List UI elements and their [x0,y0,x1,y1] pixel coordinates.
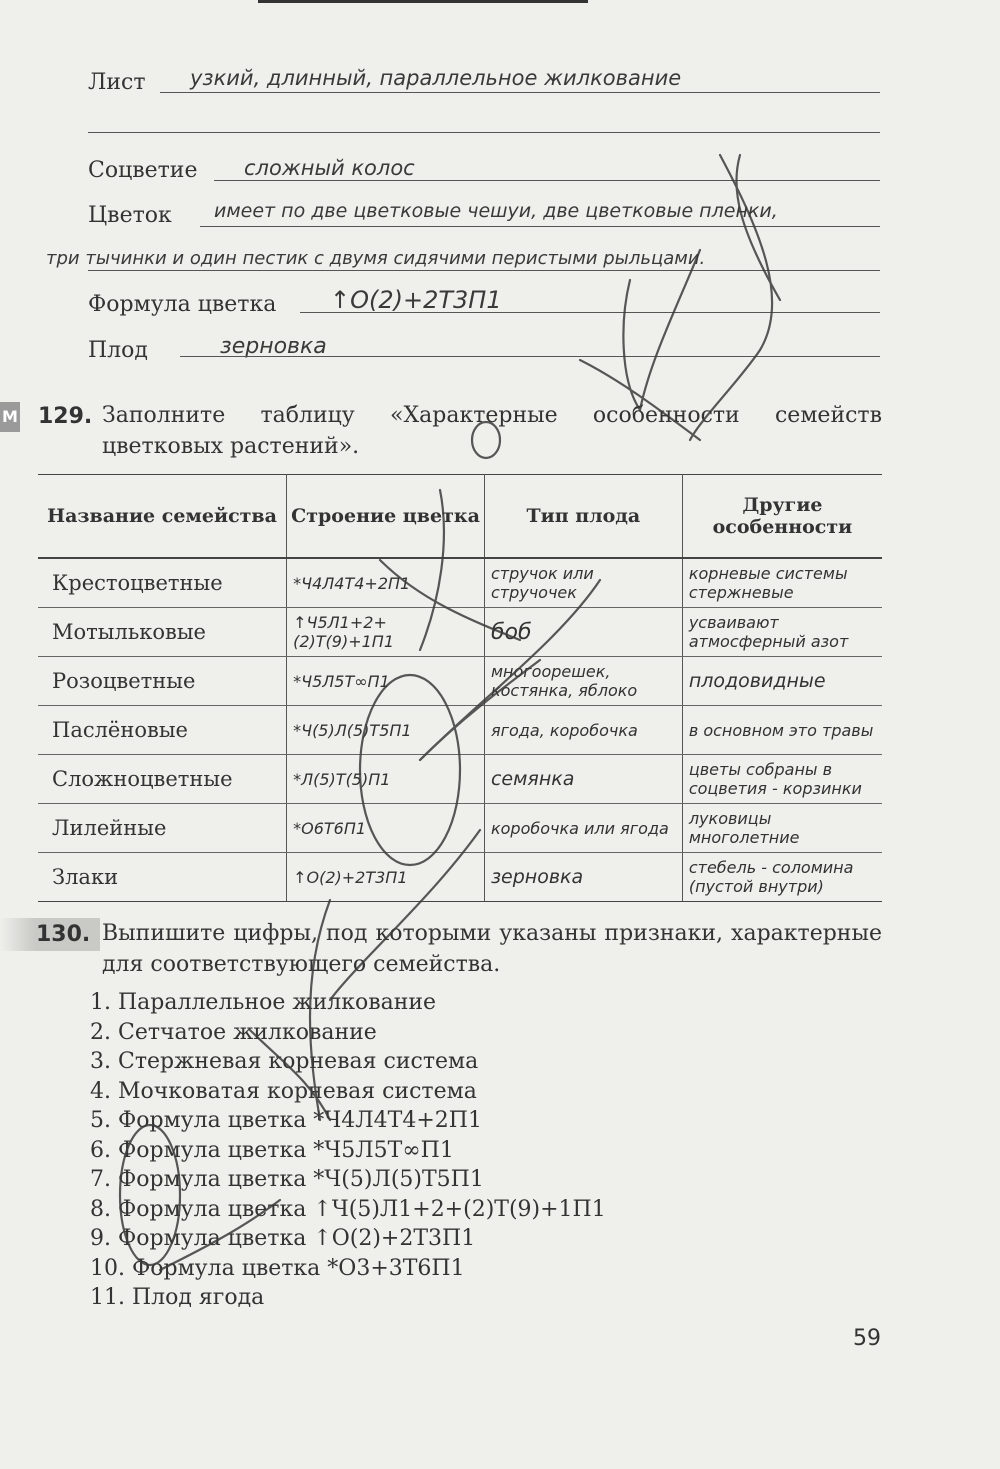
other-features: стебель - соломина (пустой внутри) [682,853,882,902]
list-item: 1. Параллельное жилкование [90,990,437,1015]
other-features: плодовидные [682,657,882,706]
header-other-features: Другие особенности [682,475,882,559]
scribble-stroke [420,490,444,650]
scribble-stroke [160,1200,280,1270]
scribble-circle [472,422,500,458]
list-item: 5. Формула цветка *Ч4Л4Т4+2П1 [90,1108,482,1133]
task129-badge: М [0,402,20,432]
family-name: Паслёновые [38,706,287,755]
scribble-stroke [580,360,700,440]
task130-number: 130. [0,918,100,951]
formula-label: Формула цветка [88,292,277,317]
other-features: цветы собраны в соцветия - корзинки [682,755,882,804]
flower-answer-line2: три тычинки и один пестик с двумя сидячими перистыми рыльцами. [46,248,706,269]
other-features: корневые системы стержневые [682,558,882,608]
task129-number: 129. [38,404,93,429]
leaf-label: Лист [88,70,146,95]
inflorescence-answer: сложный колос [244,156,415,180]
list-item: 3. Стержневая корневая система [90,1049,479,1074]
scribble-circle [360,675,460,865]
fruit-answer: зерновка [220,334,327,359]
inflorescence-label: Соцветие [88,158,198,183]
list-item: 8. Формула цветка ↑Ч(5)Л1+2+(2)Т(9)+1П1 [90,1196,606,1222]
flower-answer-line1: имеет по две цветковые чешуи, две цветковые пленки, [214,200,778,222]
scribble-stroke [420,660,540,760]
leaf-answer: узкий, длинный, параллельное жилкование [190,66,682,90]
list-item: 11. Плод ягода [90,1285,265,1310]
flower-formula: ↑О(2)+2Т3П1 [287,853,485,902]
fruit-label: Плод [88,338,148,363]
fruit-type: боб [484,608,682,657]
fruit-type: стручок или стручочек [484,558,682,608]
flower-formula: *Ч4Л4Т4+2П1 [287,558,485,608]
list-item: 10. Формула цветка *О3+3Т6П1 [90,1255,465,1281]
flower-formula: *О6Т6П1 [287,804,485,853]
flower-formula: *Л(5)Т(5)П1 [287,755,485,804]
flower-label: Цветок [88,203,172,228]
family-name: Розоцветные [38,657,287,706]
list-item: 7. Формула цветка *Ч(5)Л(5)Т5П1 [90,1167,484,1192]
list-item: 2. Сетчатое жилкование [90,1019,377,1045]
fruit-type: коробочка или ягода [484,804,682,853]
header-family-name: Название семейства [38,475,287,559]
other-features: в основном это травы [682,706,882,755]
header-flower-structure: Строение цветка [287,475,485,559]
header-fruit-type: Тип плода [484,475,682,559]
scribble-stroke [380,560,520,640]
task129-text: Заполните таблицу «Характерные особенности семейств цветковых растений». [102,403,882,459]
scribble-circle [120,1125,180,1265]
flower-formula: ↑Ч5Л1+2+(2)Т(9)+1П1 [287,608,485,657]
formula-answer: ↑О(2)+2Т3П1 [330,286,502,314]
task130-text: Выпишите цифры, под которыми указаны признаки, характерные для соответствующего семейства. [102,921,882,977]
fruit-type: ягода, коробочка [484,706,682,755]
page-number: 59 [853,1326,881,1351]
family-name: Мотыльковые [38,608,287,657]
list-item: 4. Мочковатая корневая система [90,1078,477,1104]
fruit-type: зерновка [484,853,682,902]
list-item: 6. Формула цветка *Ч5Л5Т∞П1 [90,1137,454,1163]
family-name: Крестоцветные [38,558,287,608]
other-features: усваивают атмосферный азот [682,608,882,657]
scribble-stroke [330,830,480,1000]
family-name: Злаки [38,853,287,902]
family-name: Сложноцветные [38,755,287,804]
list-item: 9. Формула цветка ↑О(2)+2Т3П1 [90,1226,476,1251]
fruit-type: многоорешек, костянка, яблоко [484,657,682,706]
scribble-stroke [623,250,700,410]
fruit-type: семянка [484,755,682,804]
scribble-stroke [310,900,330,1120]
flower-formula: *Ч(5)Л(5)Т5П1 [287,706,485,755]
scribble-stroke [736,155,780,300]
scribble-stroke [690,155,772,440]
flower-formula: *Ч5Л5Т∞П1 [287,657,485,706]
other-features: луковицы многолетние [682,804,882,853]
family-name: Лилейные [38,804,287,853]
